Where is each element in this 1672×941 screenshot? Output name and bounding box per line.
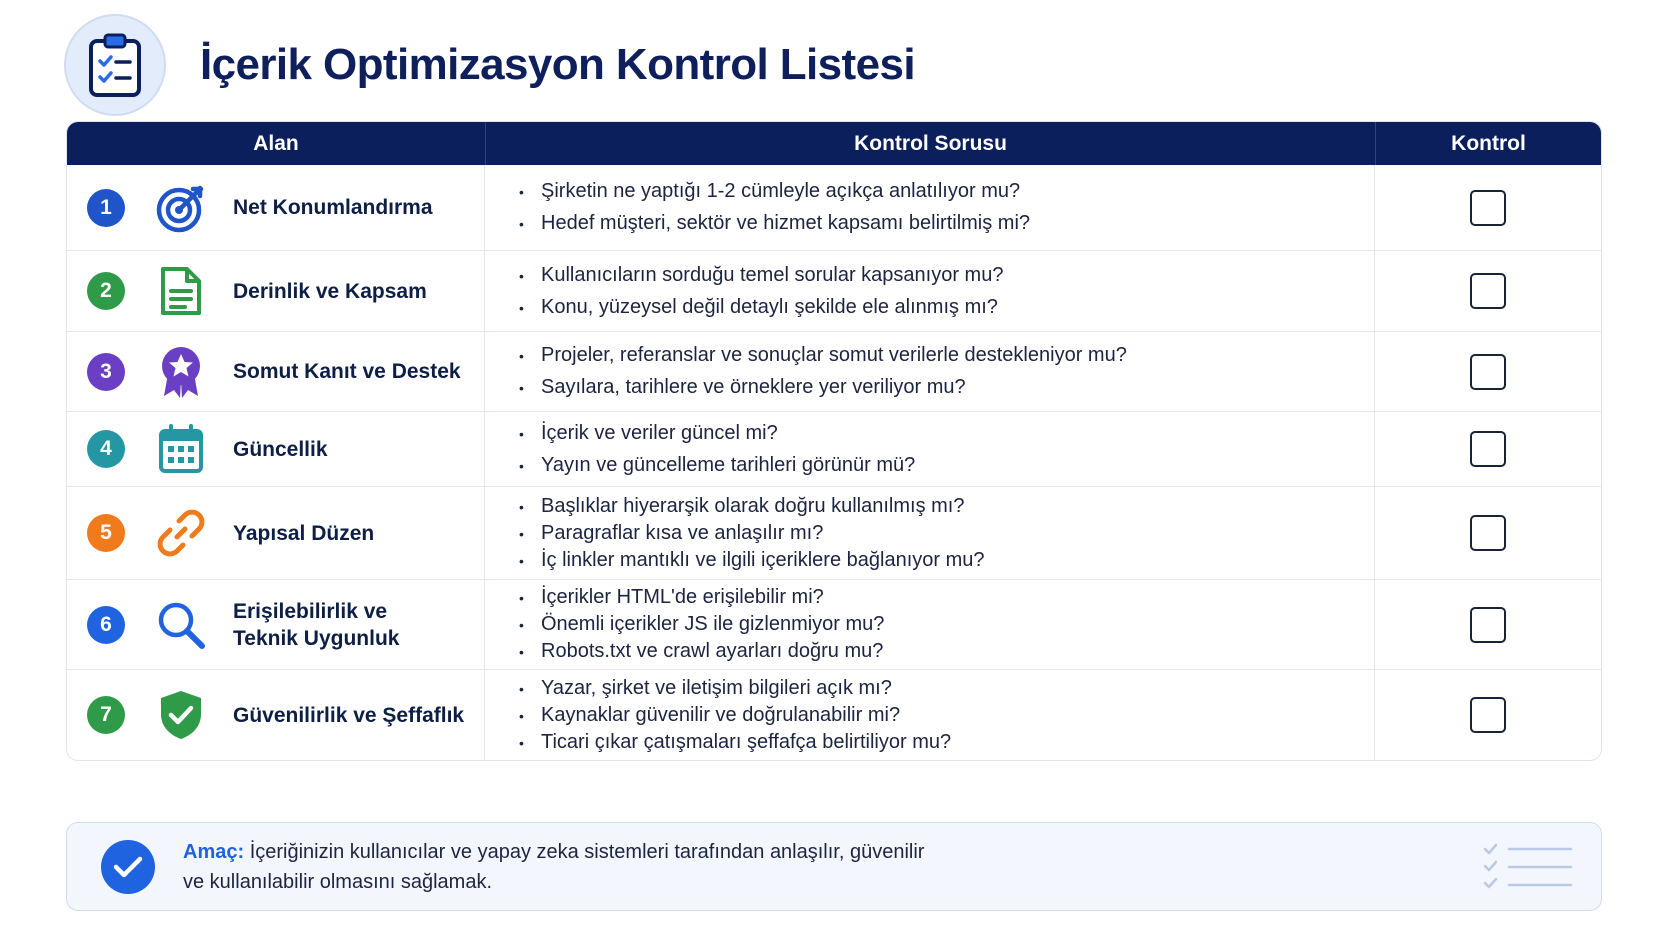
bullet: • xyxy=(519,216,524,232)
question-item xyxy=(519,586,1374,609)
bullet: • xyxy=(519,267,524,284)
goal-label: Amaç: xyxy=(183,840,245,863)
row-checkbox[interactable] xyxy=(1470,354,1506,390)
question-text: Paragraflar kısa ve anlaşılır mı? xyxy=(541,521,824,544)
question-cell xyxy=(485,165,1375,250)
question-item xyxy=(519,296,1374,319)
question-item xyxy=(519,640,1374,663)
question-item xyxy=(519,212,1374,235)
question-text: Ticari çıkar çatışmaları şeffafça belirtiliyor mu? xyxy=(541,730,952,753)
question-cell xyxy=(485,580,1375,669)
question-text: Yayın ve güncelleme tarihleri görünür mü? xyxy=(541,453,916,476)
bullet: • xyxy=(519,644,524,660)
area-cell xyxy=(67,487,485,579)
shield-check-icon xyxy=(153,687,209,743)
clipboard-checklist-icon xyxy=(64,14,166,116)
row-number-badge xyxy=(87,430,125,468)
question-item xyxy=(519,495,1374,518)
document-icon xyxy=(153,263,209,319)
row-number: 7 xyxy=(100,703,112,726)
table-row xyxy=(67,486,1601,579)
row-checkbox[interactable] xyxy=(1470,190,1506,226)
question-item xyxy=(519,549,1374,572)
bullet: • xyxy=(519,590,524,606)
row-number: 2 xyxy=(100,279,112,302)
bullet: • xyxy=(519,525,524,542)
check-cell xyxy=(1375,580,1601,669)
row-checkbox[interactable] xyxy=(1470,431,1506,467)
column-header-check: Kontrol xyxy=(1375,122,1601,165)
question-text: Projeler, referanslar ve sonuçlar somut verilerle destekleniyor mu? xyxy=(541,344,1127,366)
row-checkbox[interactable] xyxy=(1470,607,1506,643)
calendar-icon xyxy=(153,421,209,477)
table-row xyxy=(67,165,1601,250)
question-item xyxy=(519,344,1374,367)
check-cell xyxy=(1375,670,1601,760)
link-icon xyxy=(153,505,209,561)
table-row xyxy=(67,250,1601,331)
question-text: Şirketin ne yaptığı 1-2 cümleyle açıkça anlatılıyor mu? xyxy=(541,180,1021,202)
question-item xyxy=(519,454,1374,477)
question-item xyxy=(519,180,1374,203)
area-label: Güvenilirlik ve Şeffaflık xyxy=(233,703,465,727)
bullet: • xyxy=(519,184,524,200)
page-header xyxy=(64,15,915,115)
checklist-table xyxy=(66,121,1602,761)
row-number: 1 xyxy=(100,195,112,219)
question-item xyxy=(519,376,1374,399)
question-cell xyxy=(485,487,1375,579)
search-icon xyxy=(153,597,209,653)
table-row xyxy=(67,331,1601,411)
row-number-badge xyxy=(87,514,125,552)
question-text: Hedef müşteri, sektör ve hizmet kapsamı belirtilmiş mi? xyxy=(541,212,1031,234)
award-ribbon-icon xyxy=(153,344,209,400)
question-text: İçerikler HTML'de erişilebilir mi? xyxy=(541,586,824,608)
goal-text-block xyxy=(183,837,943,897)
question-text: Robots.txt ve crawl ayarları doğru mu? xyxy=(541,640,884,662)
question-text: Başlıklar hiyerarşik olarak doğru kullanılmış mı? xyxy=(541,494,965,517)
bullet: • xyxy=(519,380,524,396)
question-text: Konu, yüzeysel değil detaylı şekilde ele alınmış mı? xyxy=(541,295,998,318)
check-cell xyxy=(1375,412,1601,486)
table-header xyxy=(67,122,1601,165)
bullet: • xyxy=(519,680,524,697)
area-label: Yapısal Düzen xyxy=(233,521,375,545)
bullet: • xyxy=(519,457,524,474)
question-item xyxy=(519,522,1374,545)
column-header-area: Alan xyxy=(253,131,299,155)
question-item xyxy=(519,731,1374,754)
bullet: • xyxy=(519,425,524,442)
question-item xyxy=(519,264,1374,287)
row-number-badge xyxy=(87,606,125,644)
checklist-lines-icon xyxy=(1483,841,1575,898)
check-cell xyxy=(1375,487,1601,579)
question-item xyxy=(519,704,1374,727)
question-text: İç linkler mantıklı ve ilgili içeriklere bağlanıyor mu? xyxy=(541,548,985,571)
check-circle-icon xyxy=(101,840,155,894)
row-number: 5 xyxy=(100,521,112,544)
row-number-badge xyxy=(87,272,125,310)
question-text: Kullanıcıların sorduğu temel sorular kapsanıyor mu? xyxy=(541,263,1004,286)
area-label: Somut Kanıt ve Destek xyxy=(233,360,461,383)
row-number: 4 xyxy=(100,437,112,460)
question-cell xyxy=(485,251,1375,331)
question-item xyxy=(519,422,1374,445)
question-cell xyxy=(485,412,1375,486)
question-cell xyxy=(485,670,1375,760)
area-cell xyxy=(67,580,485,669)
row-checkbox[interactable] xyxy=(1470,515,1506,551)
question-text: Önemli içerikler JS ile gizlenmiyor mu? xyxy=(541,613,885,635)
area-label: Derinlik ve Kapsam xyxy=(233,279,427,303)
area-cell xyxy=(67,251,485,331)
area-cell xyxy=(67,332,485,411)
question-text: Sayılara, tarihlere ve örneklere yer veriliyor mu? xyxy=(541,376,966,398)
check-cell xyxy=(1375,332,1601,411)
area-cell xyxy=(67,165,485,250)
area-label: Net Konumlandırma xyxy=(233,196,433,219)
area-cell xyxy=(67,412,485,486)
check-cell xyxy=(1375,251,1601,331)
goal-panel xyxy=(66,822,1602,911)
row-checkbox[interactable] xyxy=(1470,697,1506,733)
bullet: • xyxy=(519,299,524,316)
bullet: • xyxy=(519,734,524,751)
question-cell xyxy=(485,332,1375,411)
column-header-question: Kontrol Sorusu xyxy=(485,122,1375,165)
question-item xyxy=(519,613,1374,636)
row-checkbox[interactable] xyxy=(1470,273,1506,309)
table-body xyxy=(67,165,1601,760)
row-number-badge xyxy=(87,353,125,391)
area-label: Güncellik xyxy=(233,437,328,461)
row-number-badge xyxy=(87,696,125,734)
area-cell xyxy=(67,670,485,760)
table-row xyxy=(67,579,1601,669)
row-number: 3 xyxy=(100,359,112,383)
table-row xyxy=(67,669,1601,760)
bullet: • xyxy=(519,552,524,569)
goal-text: İçeriğinizin kullanıcılar ve yapay zeka sistemleri tarafından anlaşılır, güvenilir ve kullanılabilir olmasını sağlamak. xyxy=(183,840,925,893)
target-icon xyxy=(153,180,209,236)
bullet: • xyxy=(519,348,524,364)
bullet: • xyxy=(519,498,524,515)
row-number-badge xyxy=(87,189,125,227)
question-text: Kaynaklar güvenilir ve doğrulanabilir mi? xyxy=(541,703,901,726)
bullet: • xyxy=(519,617,524,633)
table-row xyxy=(67,411,1601,486)
check-cell xyxy=(1375,165,1601,250)
question-item xyxy=(519,677,1374,700)
question-text: İçerik ve veriler güncel mi? xyxy=(541,421,778,444)
question-text: Yazar, şirket ve iletişim bilgileri açık mı? xyxy=(541,676,892,699)
row-number: 6 xyxy=(100,612,112,636)
area-label: Erişilebilirlik ve Teknik Uygunluk xyxy=(233,599,400,650)
bullet: • xyxy=(519,707,524,724)
page-title: İçerik Optimizasyon Kontrol Listesi xyxy=(200,40,915,89)
